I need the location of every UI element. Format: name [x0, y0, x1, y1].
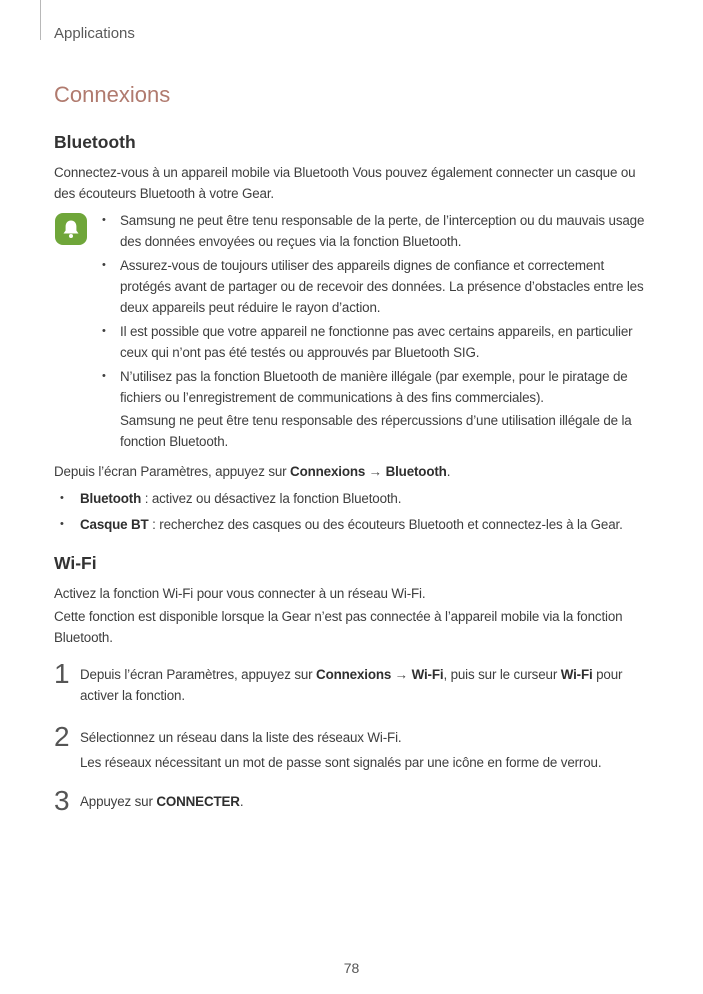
bluetooth-heading: Bluetooth — [54, 132, 136, 152]
note-item-extra: Samsung ne peut être tenu responsable des répercussions d’une utilisation illégale de la fonction Bluetooth. — [120, 413, 632, 449]
wifi-para-2: Cette fonction est disponible lorsque la Gear n’est pas connectée à l’appareil mobile via la fonction Bluetooth. — [54, 609, 623, 645]
step-number: 2 — [54, 721, 70, 752]
note-item: • Samsung ne peut être tenu responsable de la perte, de l’interception ou du mauvais usage des données envoyées ou reçues via la fonction Bluetooth. — [102, 213, 645, 249]
bluetooth-intro: Connectez-vous à un appareil mobile via Bluetooth Vous pouvez également connecter un casque ou des écouteurs Bluetooth à votre Gear. — [54, 165, 636, 201]
note-item: • N’utilisez pas la fonction Bluetooth de manière illégale (par exemple, pour le piratage de fichiers ou l’enregistrement de communications à des fins commerciales). Samsung ne peut être tenu responsable des répercussions d’une utilisation illégale de la fonction Bluetooth. — [102, 366, 652, 452]
step-number: 3 — [54, 785, 70, 816]
step-text: Appuyez sur CONNECTER. — [80, 794, 244, 809]
bluetooth-options — [54, 488, 654, 540]
chapter-header: Applications — [54, 25, 135, 42]
option-bluetooth: • Bluetooth : activez ou désactivez la fonction Bluetooth. — [60, 491, 402, 506]
step-number: 1 — [54, 658, 70, 689]
bell-note-icon — [55, 213, 87, 245]
bluetooth-instruction: Depuis l’écran Paramètres, appuyez sur Connexions → Bluetooth. — [54, 464, 451, 479]
wifi-heading: Wi-Fi — [54, 553, 97, 573]
header-divider — [40, 0, 41, 40]
wifi-para-1: Activez la fonction Wi-Fi pour vous connecter à un réseau Wi-Fi. — [54, 586, 426, 601]
step-text: Depuis l’écran Paramètres, appuyez sur Connexions → Wi-Fi, puis sur le curseur Wi-Fi pour activer la fonction. — [80, 667, 623, 703]
step-text: Sélectionnez un réseau dans la liste des réseaux Wi-Fi. Les réseaux nécessitant un mot de passe sont signalés par une icône en forme de verrou. — [80, 727, 650, 773]
bluetooth-notes — [102, 210, 652, 455]
option-casque-bt: • Casque BT : recherchez des casques ou des écouteurs Bluetooth et connectez-les à la Gear. — [60, 517, 623, 532]
note-item: • Il est possible que votre appareil ne fonctionne pas avec certains appareils, en particulier ceux qui n’ont pas été testés ou approuvés par Bluetooth SIG. — [102, 324, 633, 360]
note-item: • Assurez-vous de toujours utiliser des appareils dignes de confiance et correctement protégés avant de partager ou de recevoir des données. La présence d’obstacles entre les deux appareils peut réduire le rayon d’action. — [102, 258, 644, 315]
section-title: Connexions — [54, 82, 171, 107]
step-subtext: Les réseaux nécessitant un mot de passe sont signalés par une icône en forme de verrou. — [80, 755, 602, 770]
page-number: 78 — [343, 960, 360, 976]
